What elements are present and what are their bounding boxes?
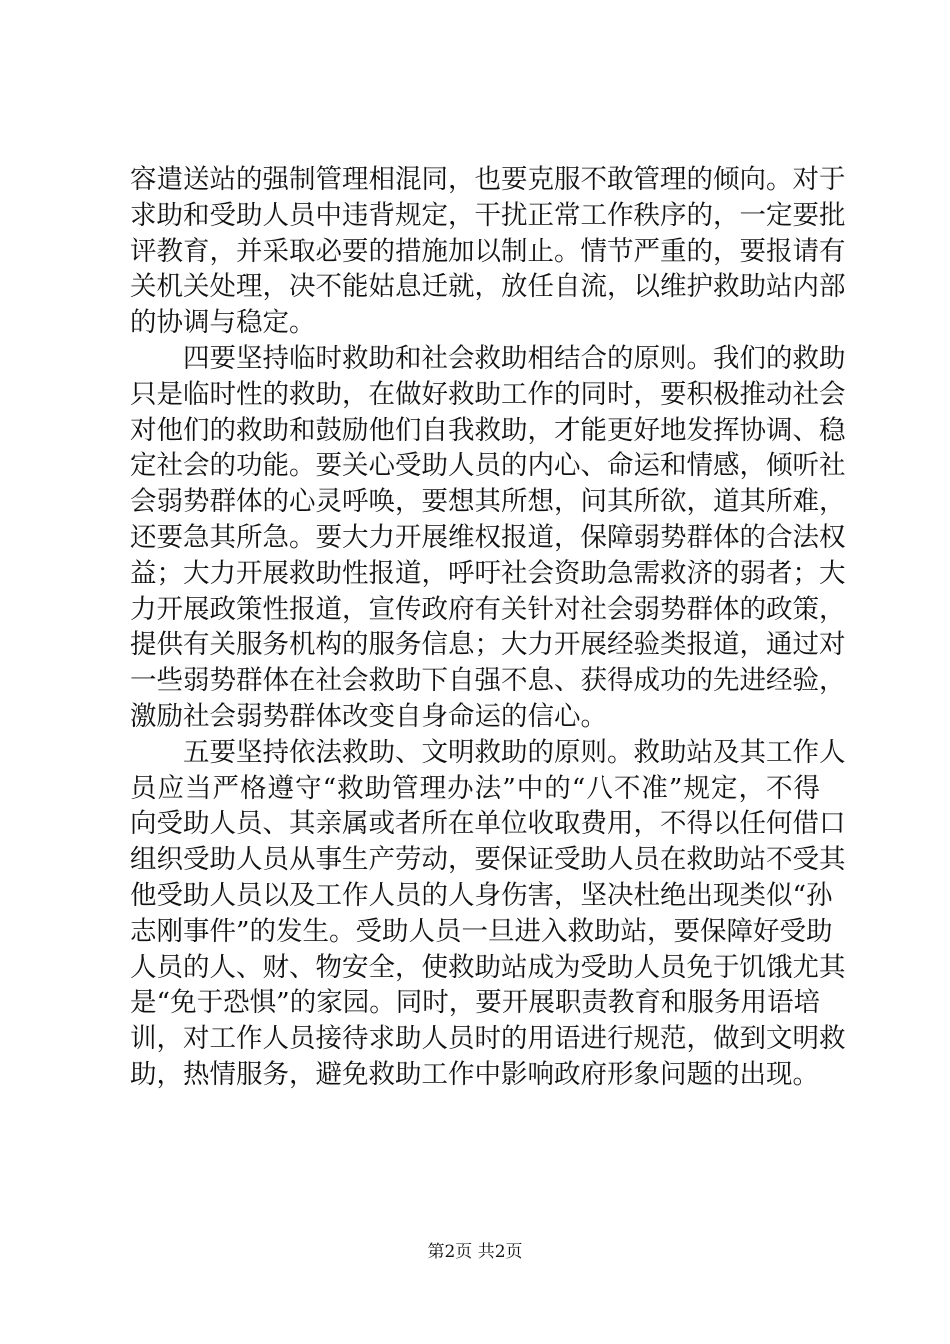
text-line: 对他们的救助和鼓励他们自我救助，才能更好地发挥协调、稳 — [130, 414, 846, 446]
document-body — [130, 162, 846, 1093]
text-line: 力开展政策性报道，宣传政府有关针对社会弱势群体的政策， — [130, 593, 846, 625]
text-line: 的协调与稳定。 — [130, 307, 316, 339]
text-line: 激励社会弱势群体改变自身命运的信心。 — [130, 700, 607, 732]
text-line: 组织受助人员从事生产劳动，要保证受助人员在救助站不受其 — [130, 844, 846, 876]
text-line: 定社会的功能。要关心受助人员的内心、命运和情感，倾听社 — [130, 450, 846, 482]
text-line: 会弱势群体的心灵呼唤，要想其所想，问其所欲，道其所难， — [130, 486, 846, 518]
text-line: 四要坚持临时救助和社会救助相结合的原则。我们的救助 — [183, 342, 846, 374]
text-line: 是“免于恐惧”的家园。同时，要开展职责教育和服务用语培 — [130, 987, 820, 1019]
text-line: 他受助人员以及工作人员的人身伤害，坚决杜绝出现类似“孙 — [130, 879, 833, 911]
text-line: 人员的人、财、物安全，使救助站成为受助人员免于饥饿尤其 — [130, 951, 846, 983]
text-line: 评教育，并采取必要的措施加以制止。情节严重的，要报请有 — [130, 235, 846, 267]
text-line: 五要坚持依法救助、文明救助的原则。救助站及其工作人 — [183, 736, 846, 768]
page-number-footer: 第2页 共2页 — [427, 1242, 523, 1262]
text-line: 还要急其所急。要大力开展维权报道，保障弱势群体的合法权 — [130, 521, 846, 553]
paragraph-continued — [130, 162, 846, 341]
text-line: 助，热情服务，避免救助工作中影响政府形象问题的出现。 — [130, 1058, 819, 1090]
text-line: 一些弱势群体在社会救助下自强不息、获得成功的先进经验， — [130, 665, 846, 697]
text-line: 志刚事件”的发生。受助人员一旦进入救助站，要保障好受助 — [130, 915, 833, 947]
text-line: 求助和受助人员中违背规定，干扰正常工作秩序的，一定要批 — [130, 199, 846, 231]
text-line: 关机关处理，决不能姑息迁就，放任自流，以维护救助站内部 — [130, 271, 846, 303]
text-line: 益；大力开展救助性报道，呼吁社会资助急需救济的弱者；大 — [130, 557, 846, 589]
text-line: 提供有关服务机构的服务信息；大力开展经验类报道，通过对 — [130, 629, 846, 661]
text-line: 员应当严格遵守“救助管理办法”中的“八不准”规定，不得 — [130, 772, 820, 804]
text-line: 只是临时性的救助，在做好救助工作的同时，要积极推动社会 — [130, 378, 846, 410]
paragraph-principle-four — [130, 341, 846, 735]
paragraph-principle-five — [130, 735, 846, 1093]
text-line: 训，对工作人员接待求助人员时的用语进行规范，做到文明救 — [130, 1023, 846, 1055]
text-line: 容遣送站的强制管理相混同，也要克服不敢管理的倾向。对于 — [130, 164, 846, 195]
text-line: 向受助人员、其亲属或者所在单位收取费用，不得以任何借口 — [130, 808, 846, 840]
